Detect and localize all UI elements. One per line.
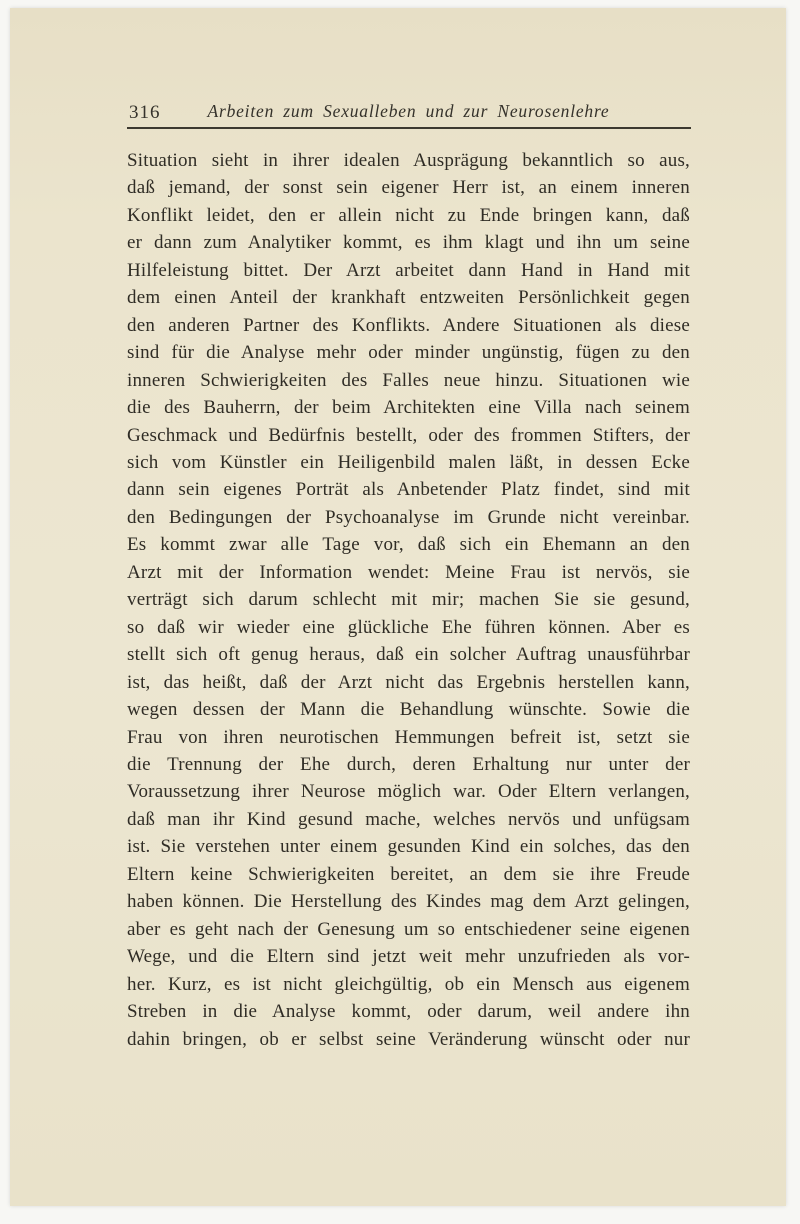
text-line: die Trennung der Ehe durch, deren Erhaltung nur unter der: [127, 753, 690, 775]
text-line: haben können. Die Herstellung des Kindes mag dem Arzt gelingen,: [127, 891, 690, 913]
text-line: Geschmack und Bedürfnis bestellt, oder des frommen Stifters, der: [127, 424, 690, 446]
text-line: verträgt sich darum schlecht mit mir; machen Sie sie gesund,: [127, 589, 690, 611]
page-header: [127, 99, 690, 125]
text-line: Es kommt zwar alle Tage vor, daß sich ein Ehemann an den: [127, 534, 690, 556]
text-line: Voraussetzung ihrer Neurose möglich war. Oder Eltern verlangen,: [127, 781, 690, 803]
header-rule: [127, 127, 691, 129]
text-line: dahin bringen, ob er selbst seine Veränderung wünscht oder nur: [127, 1028, 690, 1050]
text-line: so daß wir wieder eine glückliche Ehe führen können. Aber es: [127, 616, 690, 638]
text-line: die des Bauherrn, der beim Architekten eine Villa nach seinem: [127, 397, 690, 419]
text-line: Arzt mit der Information wendet: Meine Frau ist nervös, sie: [127, 561, 690, 583]
text-line: den anderen Partner des Konflikts. Andere Situationen als diese: [127, 314, 690, 336]
book-page: [10, 8, 786, 1206]
text-line: sind für die Analyse mehr oder minder ungünstig, fügen zu den: [127, 342, 690, 364]
text-line: ist, das heißt, daß der Arzt nicht das Ergebnis herstellen kann,: [127, 671, 690, 693]
text-line: Wege, und die Eltern sind jetzt weit mehr unzufrieden als vor-: [127, 946, 690, 968]
page-number: 316: [129, 102, 161, 123]
text-line: Situation sieht in ihrer idealen Ausprägung bekanntlich so aus,: [127, 150, 690, 171]
text-line: dem einen Anteil der krankhaft entzweiten Persönlichkeit gegen: [127, 287, 690, 309]
text-line: ist. Sie verstehen unter einem gesunden Kind ein solches, das den: [127, 836, 690, 858]
text-line: Eltern keine Schwierigkeiten bereitet, an dem sie ihre Freude: [127, 863, 690, 885]
text-line: er dann zum Analytiker kommt, es ihm klagt und ihn um seine: [127, 232, 690, 254]
text-line: Frau von ihren neurotischen Hemmungen befreit ist, setzt sie: [127, 726, 690, 748]
text-line: Konflikt leidet, den er allein nicht zu Ende bringen kann, daß: [127, 204, 690, 226]
text-line: wegen dessen der Mann die Behandlung wünschte. Sowie die: [127, 699, 690, 721]
text-line: sich vom Künstler ein Heiligenbild malen läßt, in dessen Ecke: [127, 451, 690, 473]
text-line: stellt sich oft genug heraus, daß ein solcher Auftrag unausführbar: [127, 644, 690, 666]
text-line: dann sein eigenes Porträt als Anbetender Platz findet, sind mit: [127, 479, 690, 501]
text-line: den Bedingungen der Psychoanalyse im Grunde nicht vereinbar.: [127, 506, 690, 528]
text-line: inneren Schwierigkeiten des Falles neue hinzu. Situationen wie: [127, 369, 690, 391]
text-line: Streben in die Analyse kommt, oder darum, weil andere ihn: [127, 1001, 690, 1023]
text-line: aber es geht nach der Genesung um so entschiedener seine eigenen: [127, 918, 690, 940]
running-head-title: Arbeiten zum Sexualleben und zur Neurosenlehre: [207, 101, 610, 121]
text-line: her. Kurz, es ist nicht gleichgültig, ob ein Mensch aus eigenem: [127, 973, 690, 995]
text-line: daß jemand, der sonst sein eigener Herr ist, an einem inneren: [127, 177, 690, 199]
page-body: [127, 147, 690, 1053]
text-line: Hilfeleistung bittet. Der Arzt arbeitet dann Hand in Hand mit: [127, 259, 690, 281]
text-line: daß man ihr Kind gesund mache, welches nervös und unfügsam: [127, 808, 690, 830]
